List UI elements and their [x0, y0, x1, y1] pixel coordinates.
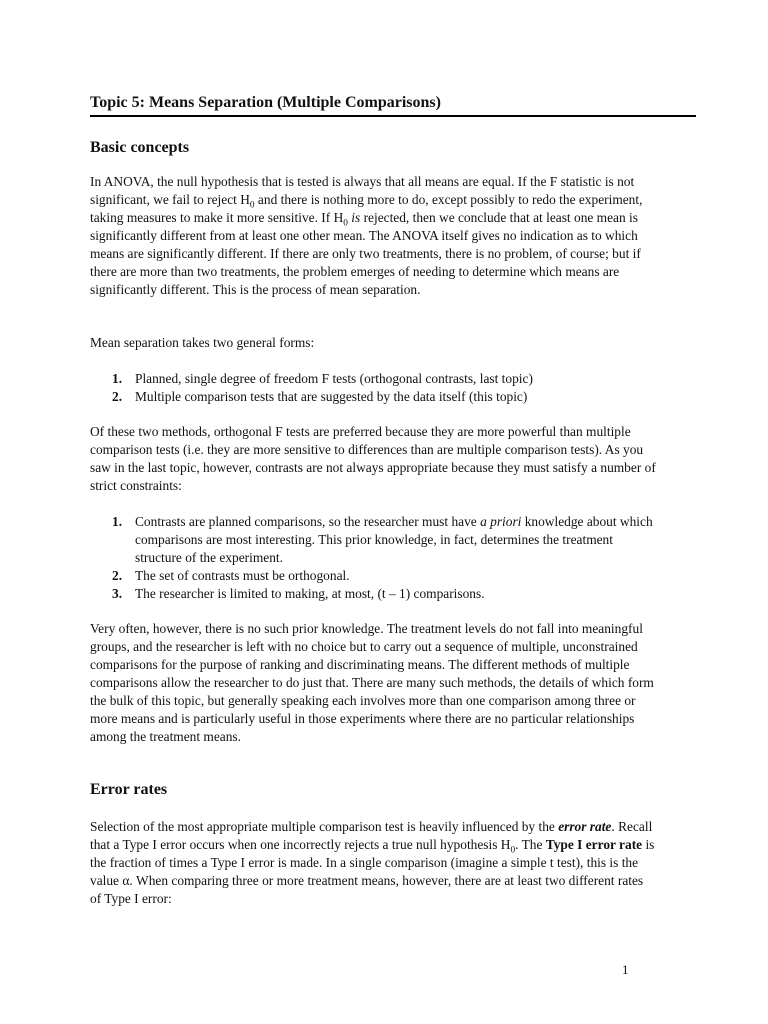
paragraph-error-rate: Selection of the most appropriate multiple comparison test is heavily influenced by the error rate. Recall that a Type I error occurs when one incorrectly rejects a true null hypothesis $H_0$. The Type I error rate is the fraction of times a Type I error is made. In a single comparison (imagine a simple t test), this is the value α. When comparing three or more treatment means, however, there are at least two different rates of Type I error: — [90, 819, 655, 906]
list-item: 3. The researcher is limited to making, at most, (t – 1) comparisons. — [112, 586, 485, 601]
section-heading-basic-concepts: Basic concepts — [90, 139, 190, 156]
paragraph-anova-null-hypothesis: In ANOVA, the null hypothesis that is tested is always that all means are equal. If the F statistic is not significant, we fail to reject $H_0$ and there is nothing more to do, except possibly to redo the experiment, taking measures to make it more sensitive. If $H_0$ is rejected, then we conclude that at least one mean is significantly different from at least one other mean. The ANOVA itself gives no indication as to which means are significantly different. If there are only two treatments, there is no problem, of course; but if there are more than two treatments, the problem emerges of needing to determine which means are significantly different. This is the process of mean separation. — [90, 174, 643, 297]
paragraph-two-forms: Mean separation takes two general forms: — [90, 335, 315, 350]
page-number: 1 — [622, 962, 629, 977]
list-constraints — [90, 513, 656, 603]
list-forms — [90, 370, 656, 406]
list-item: 2. The set of contrasts must be orthogonal. — [112, 568, 350, 583]
list-item: 1. Planned, single degree of freedom F tests (orthogonal contrasts, last topic) — [112, 371, 533, 386]
page-title: Topic 5: Means Separation (Multiple Comparisons) — [90, 93, 696, 117]
list-item: 1. Contrasts are planned comparisons, so the researcher must have a priori knowledge about which comparisons are most interesting. This prior knowledge, in fact, determines the treatment structure of the experiment. — [112, 514, 653, 565]
paragraph-orthogonal-tests: Of these two methods, orthogonal F tests are preferred because they are more powerful than multiple comparison tests (i.e. they are more sensitive to differences than are multiple comparison tests). As you saw in the last topic, however, contrasts are not always appropriate because they must satisfy a number of strict constraints: — [90, 424, 656, 493]
section-heading-error-rates: Error rates — [90, 781, 168, 798]
paragraph-prior-knowledge: Very often, however, there is no such prior knowledge. The treatment levels do not fall into meaningful groups, and the researcher is left with no choice but to carry out a sequence of multiple, unconstrained comparisons for the purpose of ranking and discriminating means. The different methods of multiple comparisons allow the researcher to do just that. There are many such methods, the details of which form the bulk of this topic, but generally speaking each involves more than one comparison among three or more means and is particularly useful in those experiments where there are no particular relationships among the treatment means. — [90, 621, 654, 744]
list-item: 2. Multiple comparison tests that are suggested by the data itself (this topic) — [112, 389, 528, 404]
